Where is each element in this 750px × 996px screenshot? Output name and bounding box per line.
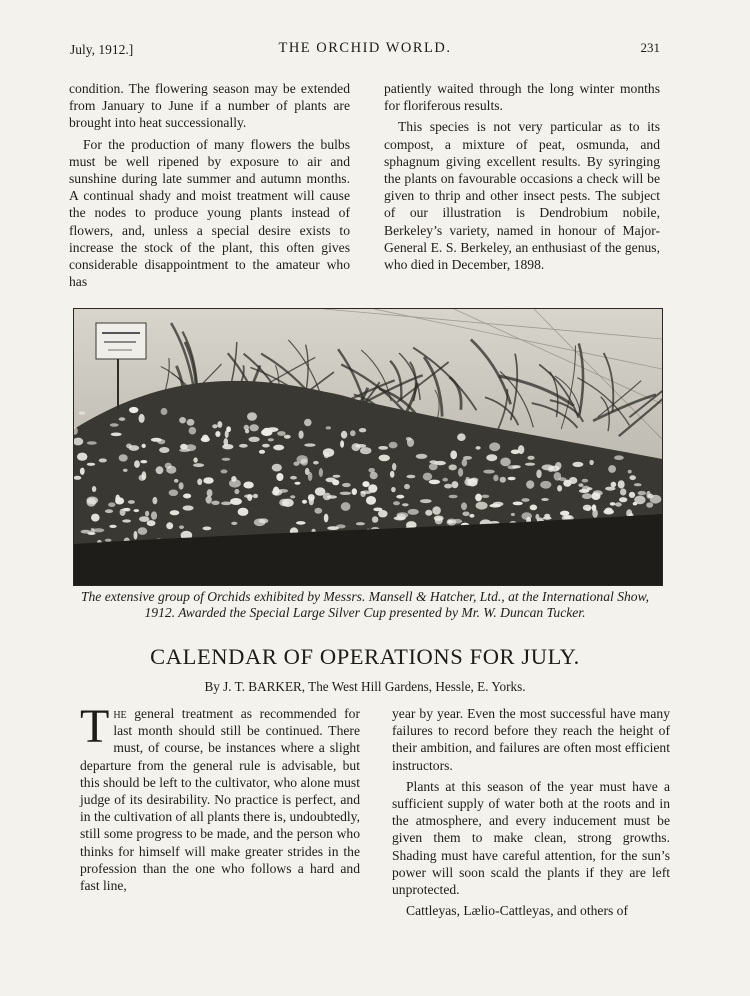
orchid-bloom: [290, 476, 297, 480]
orchid-bloom: [222, 444, 233, 449]
opening-word: he: [113, 706, 127, 721]
orchid-bloom: [249, 424, 258, 431]
orchid-bloom: [308, 494, 315, 501]
orchid-bloom: [183, 494, 191, 499]
orchid-bloom: [105, 509, 113, 513]
orchid-bloom: [231, 522, 237, 525]
orchid-bloom: [174, 479, 179, 483]
orchid-bloom: [244, 494, 253, 498]
orchid-bloom: [449, 464, 457, 470]
orchid-bloom: [304, 419, 312, 426]
orchid-bloom: [432, 506, 441, 515]
orchid-bloom: [238, 508, 249, 516]
orchid-bloom: [122, 519, 131, 522]
orchid-bloom: [277, 431, 286, 436]
orchid-bloom: [582, 479, 589, 483]
orchid-bloom: [140, 460, 147, 463]
orchid-exhibit-photo: [73, 308, 663, 586]
orchid-bloom: [193, 463, 204, 467]
orchid-bloom: [99, 458, 107, 462]
orchid-bloom: [166, 522, 173, 529]
orchid-bloom: [169, 490, 179, 497]
orchid-bloom: [92, 528, 104, 532]
orchid-bloom: [151, 511, 157, 519]
orchid-bloom: [145, 511, 149, 517]
orchid-bloom: [273, 487, 280, 496]
orchid-bloom: [314, 508, 322, 514]
orchid-bloom: [239, 444, 248, 448]
orchid-bloom: [392, 463, 396, 471]
orchid-bloom: [295, 482, 301, 485]
orchid-bloom: [540, 481, 551, 489]
orchid-bloom: [183, 505, 194, 510]
orchid-bloom: [134, 531, 138, 540]
orchid-bloom: [521, 512, 532, 520]
orchid-bloom: [326, 426, 332, 429]
orchid-bloom: [466, 477, 470, 481]
orchid-bloom: [379, 455, 390, 462]
orchid-bloom: [249, 437, 260, 442]
orchid-bloom: [356, 522, 365, 525]
orchid-bloom: [302, 500, 307, 504]
paragraph: For the production of many flowers the bulbs must be well ripened by exposure to air and sunshine during late summer and autumn months. A continual shady and moist treatment will cause the nodes to produce young plants instead of flowers, and, unless a special desire exists to increase the stock of the plant, this often gives considerable disappointment to the amateur who has: [69, 136, 350, 290]
orchid-bloom: [362, 481, 369, 487]
orchid-bloom: [327, 495, 337, 498]
orchid-bloom: [650, 495, 662, 504]
orchid-bloom: [259, 518, 269, 523]
orchid-bloom: [589, 460, 593, 465]
orchid-bloom: [583, 505, 592, 511]
orchid-bloom: [341, 502, 351, 511]
orchid-bloom: [193, 457, 197, 462]
orchid-bloom: [108, 502, 115, 507]
orchid-bloom: [161, 408, 168, 415]
orchid-bloom: [389, 442, 398, 449]
orchid-bloom: [87, 463, 95, 466]
orchid-bloom: [91, 514, 100, 522]
orchid-bloom: [166, 466, 176, 474]
orchid-bloom: [139, 414, 145, 423]
orchid-bloom: [224, 438, 229, 446]
orchid-bloom: [629, 475, 636, 480]
orchid-bloom: [179, 482, 184, 489]
orchid-bloom: [508, 465, 518, 469]
orchid-bloom: [452, 519, 462, 524]
orchid-bloom: [393, 501, 400, 505]
article-byline: By J. T. BARKER, The West Hill Gardens, Hessle, E. Yorks.: [204, 679, 526, 694]
orchid-bloom: [450, 450, 457, 459]
orchid-bloom: [179, 417, 186, 423]
orchid-bloom: [77, 453, 87, 461]
orchid-bloom: [549, 466, 559, 472]
orchid-bloom: [372, 516, 378, 523]
orchid-bloom: [340, 440, 344, 448]
orchid-bloom: [406, 475, 415, 479]
orchid-bloom: [435, 517, 443, 524]
orchid-bloom: [80, 468, 85, 475]
article-opening-paragraph: [80, 700, 360, 894]
orchid-bloom: [638, 491, 646, 495]
orchid-bloom: [391, 487, 396, 492]
orchid-bloom: [296, 521, 306, 525]
orchid-bloom: [262, 444, 270, 448]
orchid-bloom: [416, 454, 428, 459]
orchid-bloom: [461, 502, 467, 510]
orchid-bloom: [134, 460, 140, 468]
orchid-bloom: [215, 431, 220, 437]
orchid-bloom: [476, 446, 481, 450]
orchid-bloom: [142, 471, 147, 480]
orchid-bloom: [481, 495, 489, 498]
top-left-column: [69, 80, 350, 290]
orchid-bloom: [429, 480, 440, 485]
orchid-bloom: [618, 480, 625, 488]
orchid-bloom: [123, 508, 129, 511]
orchid-bloom: [87, 497, 99, 505]
orchid-bloom: [159, 447, 169, 453]
orchid-bloom: [457, 433, 466, 441]
orchid-bloom: [402, 503, 409, 506]
orchid-bloom: [179, 525, 184, 529]
orchid-bloom: [304, 443, 315, 446]
orchid-bloom: [244, 425, 249, 430]
orchid-bloom: [475, 494, 482, 502]
orchid-bloom: [324, 514, 329, 523]
orchid-bloom: [234, 489, 239, 494]
orchid-bloom: [342, 483, 351, 487]
orchid-bloom: [319, 468, 323, 477]
orchid-bloom: [397, 514, 407, 521]
orchid-bloom: [608, 465, 616, 473]
orchid-bloom: [352, 488, 357, 495]
orchid-bloom: [569, 477, 577, 484]
orchid-bloom: [541, 498, 549, 501]
top-right-column: [384, 80, 660, 273]
orchid-bloom: [152, 497, 157, 504]
orchid-bloom: [646, 502, 653, 508]
orchid-bloom: [276, 473, 283, 481]
orchid-bloom: [610, 502, 616, 506]
orchid-bloom: [423, 473, 432, 481]
journal-title: THE ORCHID WORLD.: [278, 40, 452, 56]
orchid-bloom: [462, 459, 468, 467]
orchid-bloom: [489, 504, 501, 508]
orchid-bloom: [508, 477, 516, 480]
orchid-bloom: [559, 477, 567, 481]
orchid-bloom: [115, 497, 124, 504]
orchid-bloom: [366, 496, 376, 505]
orchid-bloom: [620, 489, 626, 496]
orchid-bloom: [591, 492, 600, 500]
orchid-bloom: [614, 455, 624, 460]
orchid-bloom: [187, 419, 195, 426]
orchid-bloom: [526, 480, 534, 489]
orchid-bloom: [368, 484, 377, 493]
orchid-bloom: [301, 459, 308, 466]
orchid-bloom: [341, 431, 347, 439]
orchid-bloom: [147, 520, 156, 526]
orchid-bloom: [587, 487, 592, 490]
paragraph: Plants at this season of the year must have a sufficient supply of water both at the roots and in the atmosphere, and every inducement must be given them to make clean, strong growths. Shading must have careful attention, for the sun’s power will soon scald the plants if they are left unprotected.: [392, 778, 670, 898]
orchid-bloom: [119, 417, 126, 421]
orchid-bloom: [111, 433, 122, 437]
orchid-bloom: [87, 532, 95, 535]
orchid-bloom: [273, 445, 284, 451]
paragraph: condition. The flowering season may be extended from January to June if a number of plants are brought into heat successionally.: [69, 81, 350, 131]
orchid-bloom: [489, 442, 500, 451]
orchid-bloom: [500, 477, 506, 483]
orchid-bloom: [572, 462, 583, 467]
orchid-bloom: [582, 493, 592, 499]
orchid-bloom: [156, 466, 164, 474]
orchid-bloom: [360, 491, 365, 497]
orchid-bloom: [634, 496, 645, 505]
orchid-bloom: [268, 438, 274, 441]
orchid-bloom: [323, 448, 334, 457]
orchid-bloom: [603, 509, 614, 514]
orchid-bloom: [211, 501, 219, 505]
paragraph: patiently waited through the long winter months for floriferous results.: [384, 81, 660, 114]
orchid-bloom: [189, 427, 197, 435]
orchid-bloom: [629, 492, 635, 498]
orchid-bloom: [284, 435, 291, 439]
orchid-bloom: [259, 450, 265, 454]
orchid-bloom: [500, 458, 511, 467]
orchid-bloom: [476, 502, 488, 510]
orchid-bloom: [225, 430, 229, 438]
orchid-bloom: [378, 446, 388, 450]
orchid-bloom: [206, 496, 212, 504]
orchid-bloom: [222, 458, 231, 461]
orchid-bloom: [119, 454, 128, 461]
paragraph: year by year. Even the most successful have many failures to record before they reach the height of their ambition, and failures are often most efficient instructors.: [392, 706, 670, 773]
paragraph: This species is not very particular as to its compost, a mixture of peat, osmunda, and sphagnum giving excellent results. By syringing the plants on favourable occasions a check will be given to thrip and other insect pests. The subject of our illustration is Dendrobium nobile, Berkeley’s variety, named in honour of Major-General E. S. Berkeley, an enthusiast of the genus, who died in December, 1898.: [384, 119, 660, 273]
orchid-bloom: [293, 462, 299, 466]
orchid-bloom: [134, 509, 140, 512]
issue-date: July, 1912.]: [70, 42, 134, 57]
orchid-bloom: [217, 421, 222, 428]
orchid-bloom: [449, 495, 458, 498]
orchid-bloom: [615, 502, 622, 506]
paragraph-text: general treatment as recommended for last month should still be continued. There must, of course, be instances where a slight departure from the general rule is advisable, but this should be left to the cultivator, who alone must judge of its desirability. No practice is perfect, and in the cultivation of all plants there is, undoubtedly, still some progress to be made, and the person who thinks for himself will make greater strides in the profession than the one who follows a hard and fast line,: [80, 706, 360, 894]
orchid-bloom: [170, 510, 180, 515]
article-right-column: [392, 705, 670, 919]
orchid-bloom: [458, 468, 463, 477]
figure-caption: The extensive group of Orchids exhibited by Messrs. Mansell & Hatcher, Ltd., at the International Show, 1912. Awarded the Special Large Silver Cup presented by Mr. W. Duncan Tucker.: [80, 589, 650, 620]
orchid-bloom: [420, 499, 432, 503]
orchid-bloom: [530, 505, 537, 511]
orchid-bloom: [470, 478, 478, 483]
orchid-bloom: [513, 502, 523, 506]
orchid-bloom: [521, 498, 529, 502]
orchid-bloom: [138, 527, 148, 535]
orchid-bloom: [444, 484, 452, 489]
orchid-bloom: [327, 526, 339, 530]
paragraph: Cattleyas, Lælio-Cattleyas, and others of: [406, 903, 628, 919]
orchid-bloom: [128, 500, 135, 504]
orchid-bloom: [203, 527, 212, 531]
orchid-bloom: [313, 461, 319, 465]
orchid-bloom: [486, 454, 497, 461]
orchid-bloom: [447, 520, 453, 524]
orchid-bloom: [628, 470, 632, 474]
orchid-bloom: [110, 423, 119, 427]
orchid-bloom: [129, 407, 138, 413]
page-number: 231: [640, 40, 660, 55]
orchid-bloom: [592, 504, 597, 511]
orchid-bloom: [463, 456, 472, 460]
orchid-bloom: [126, 444, 132, 449]
orchid-bloom: [299, 431, 304, 439]
drop-cap: T: [80, 700, 110, 753]
orchid-bloom: [557, 485, 562, 491]
orchid-bloom: [543, 516, 552, 519]
orchid-bloom: [243, 482, 253, 489]
orchid-bloom: [536, 470, 541, 479]
orchid-bloom: [105, 539, 112, 542]
orchid-bloom: [180, 444, 187, 450]
orchid-bloom: [511, 513, 515, 516]
orchid-bloom: [578, 483, 583, 487]
orchid-bloom: [483, 470, 495, 474]
orchid-bloom: [123, 469, 128, 472]
orchid-bloom: [511, 450, 520, 455]
orchid-bloom: [201, 437, 210, 442]
orchid-bloom: [429, 463, 438, 470]
orchid-bloom: [229, 479, 241, 487]
running-head: [70, 40, 660, 62]
orchid-bloom: [87, 441, 97, 445]
orchid-bloom: [442, 478, 448, 482]
photo-illustration: [74, 309, 662, 585]
orchid-bloom: [92, 486, 96, 492]
orchid-bloom: [452, 481, 459, 488]
orchid-bloom: [462, 512, 469, 517]
orchid-bloom: [350, 430, 356, 436]
orchid-bloom: [212, 424, 217, 428]
orchid-bloom: [469, 514, 474, 518]
orchid-bloom: [333, 475, 341, 478]
orchid-bloom: [253, 494, 258, 499]
orchid-bloom: [634, 483, 642, 486]
orchid-bloom: [619, 497, 627, 502]
orchid-bloom: [109, 525, 116, 528]
exhibitor-sign: [96, 323, 146, 359]
orchid-bloom: [425, 510, 432, 516]
article-title: CALENDAR OF OPERATIONS FOR JULY.: [150, 644, 580, 669]
orchid-bloom: [203, 477, 213, 484]
orchid-bloom: [247, 412, 257, 421]
orchid-bloom: [279, 499, 289, 506]
orchid-bloom: [221, 502, 232, 506]
orchid-bloom: [290, 495, 295, 498]
orchid-bloom: [429, 460, 437, 464]
orchid-bloom: [151, 438, 162, 442]
orchid-bloom: [221, 469, 228, 473]
orchid-bloom: [404, 484, 410, 489]
orchid-bloom: [527, 456, 534, 460]
orchid-bloom: [326, 478, 336, 483]
orchid-bloom: [272, 464, 282, 472]
orchid-bloom: [407, 438, 414, 447]
orchid-bloom: [308, 472, 313, 481]
orchid-bloom: [396, 495, 404, 499]
orchid-bloom: [340, 492, 352, 495]
orchid-bloom: [493, 475, 498, 482]
orchid-bloom: [79, 411, 86, 414]
orchid-bloom: [352, 443, 361, 451]
article-left-column: [80, 700, 360, 894]
orchid-bloom: [611, 482, 617, 488]
orchid-bloom: [315, 487, 326, 495]
orchid-bloom: [373, 508, 382, 512]
orchid-bloom: [525, 463, 535, 466]
orchid-bloom: [359, 428, 366, 432]
orchid-bloom: [408, 509, 419, 515]
orchid-bloom: [207, 489, 213, 497]
orchid-bloom: [390, 471, 395, 478]
orchid-bloom: [230, 498, 242, 505]
orchid-bloom: [267, 427, 278, 432]
orchid-bloom: [370, 472, 378, 480]
orchid-bloom: [360, 447, 371, 454]
orchid-bloom: [197, 479, 202, 486]
orchid-bloom: [142, 444, 146, 448]
